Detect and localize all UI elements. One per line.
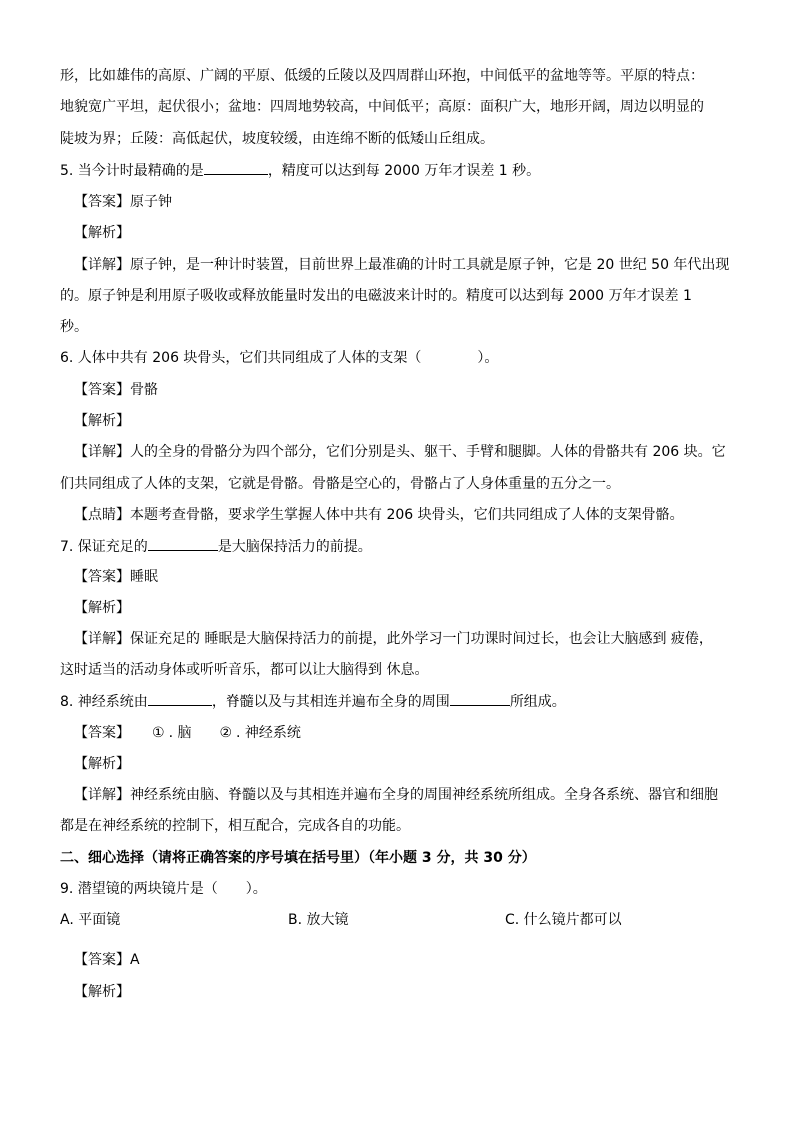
key-point-line: 【点睛】本题考查骨骼，要求学生掌握人体中共有 206 块骨头，它们共同组成了人体的支架骨骼。 xyxy=(74,507,684,523)
analysis-label: 【解析】 xyxy=(74,600,130,616)
question-text: 所组成。 xyxy=(509,694,566,710)
circled-number-1: ① xyxy=(152,725,165,741)
question-text: 是大脑保持活力的前提。 xyxy=(217,539,372,555)
question-7 xyxy=(60,536,372,557)
answer-line xyxy=(74,723,301,743)
question-9: 9. 潜望镜的两块镜片是（ ）。 xyxy=(60,881,267,897)
detail-line: 都是在神经系统的控制下，相互配合，完成各自的功能。 xyxy=(60,818,410,834)
detail-line: 们共同组成了人体的支架，它就是骨骼。骨骼是空心的，骨骼占了人身体重量的五分之一。 xyxy=(60,476,620,492)
answer-line: 【答案】A xyxy=(74,952,140,968)
option-c: C. 什么镜片都可以 xyxy=(505,912,622,928)
answer-line: 【答案】原子钟 xyxy=(74,194,172,210)
detail-line: 这时适当的活动身体或听听音乐，都可以让大脑得到 休息。 xyxy=(60,662,429,678)
question-text: 7. 保证充足的 xyxy=(60,539,148,555)
question-8 xyxy=(60,691,566,712)
analysis-label: 【解析】 xyxy=(74,984,130,1000)
detail-line: 【详解】人的全身的骨骼分为四个部分，它们分别是头、躯干、手臂和腿脚。人体的骨骼共有 206 块。它 xyxy=(74,444,726,460)
answer-line: 【答案】骨骼 xyxy=(74,382,158,398)
paragraph-line: 陡坡为界；丘陵：高低起伏，坡度较缓，由连绵不断的低矮山丘组成。 xyxy=(60,131,494,147)
answer-blank xyxy=(148,691,212,706)
analysis-label: 【解析】 xyxy=(74,413,130,429)
question-text: ，精度可以达到每 2000 万年才误差 1 秒。 xyxy=(267,163,541,179)
question-5 xyxy=(60,160,540,181)
detail-line: 的。原子钟是利用原子吸收或释放能量时发出的电磁波来计时的。精度可以达到每 2000 万年才误差 1 xyxy=(60,288,692,304)
analysis-label: 【解析】 xyxy=(74,225,130,241)
circled-number-2: ② xyxy=(219,725,233,741)
detail-line: 秒。 xyxy=(60,319,88,335)
question-text: ，脊髓以及与其相连并遍布全身的周围 xyxy=(211,694,450,710)
question-text: 8. 神经系统由 xyxy=(60,694,148,710)
answer-value: . 脑 xyxy=(168,725,192,741)
section-heading: 二、细心选择（请将正确答案的序号填在括号里）（年小题 3 分，共 30 分） xyxy=(60,850,536,866)
answer-value: . 神经系统 xyxy=(236,725,301,741)
option-a: A. 平面镜 xyxy=(60,912,121,928)
answer-label: 【答案】 xyxy=(74,725,130,741)
analysis-label: 【解析】 xyxy=(74,756,130,772)
question-6: 6. 人体中共有 206 块骨头，它们共同组成了人体的支架（ ）。 xyxy=(60,350,499,366)
answer-blank xyxy=(148,536,218,551)
paragraph-line: 地貌宽广平坦，起伏很小；盆地：四周地势较高，中间低平；高原：面积广大，地形开阔，周边以明显的 xyxy=(60,99,704,115)
option-b: B. 放大镜 xyxy=(288,912,349,928)
answer-blank xyxy=(204,160,268,175)
paragraph-line: 形，比如雄伟的高原、广阔的平原、低缓的丘陵以及四周群山环抱，中间低平的盆地等等。平原的特点： xyxy=(60,68,704,84)
detail-line: 【详解】原子钟，是一种计时装置，目前世界上最准确的计时工具就是原子钟，它是 20 世纪 50 年代出现 xyxy=(74,257,730,273)
answer-line: 【答案】睡眠 xyxy=(74,569,158,585)
question-text: 5. 当今计时最精确的是 xyxy=(60,163,204,179)
detail-line: 【详解】保证充足的 睡眠是大脑保持活力的前提，此外学习一门功课时间过长，也会让大脑感到 疲倦， xyxy=(74,631,713,647)
detail-line: 【详解】神经系统由脑、脊髓以及与其相连并遍布全身的周围神经系统所组成。全身各系统、器官和细胞 xyxy=(74,787,718,803)
answer-blank xyxy=(450,691,510,706)
